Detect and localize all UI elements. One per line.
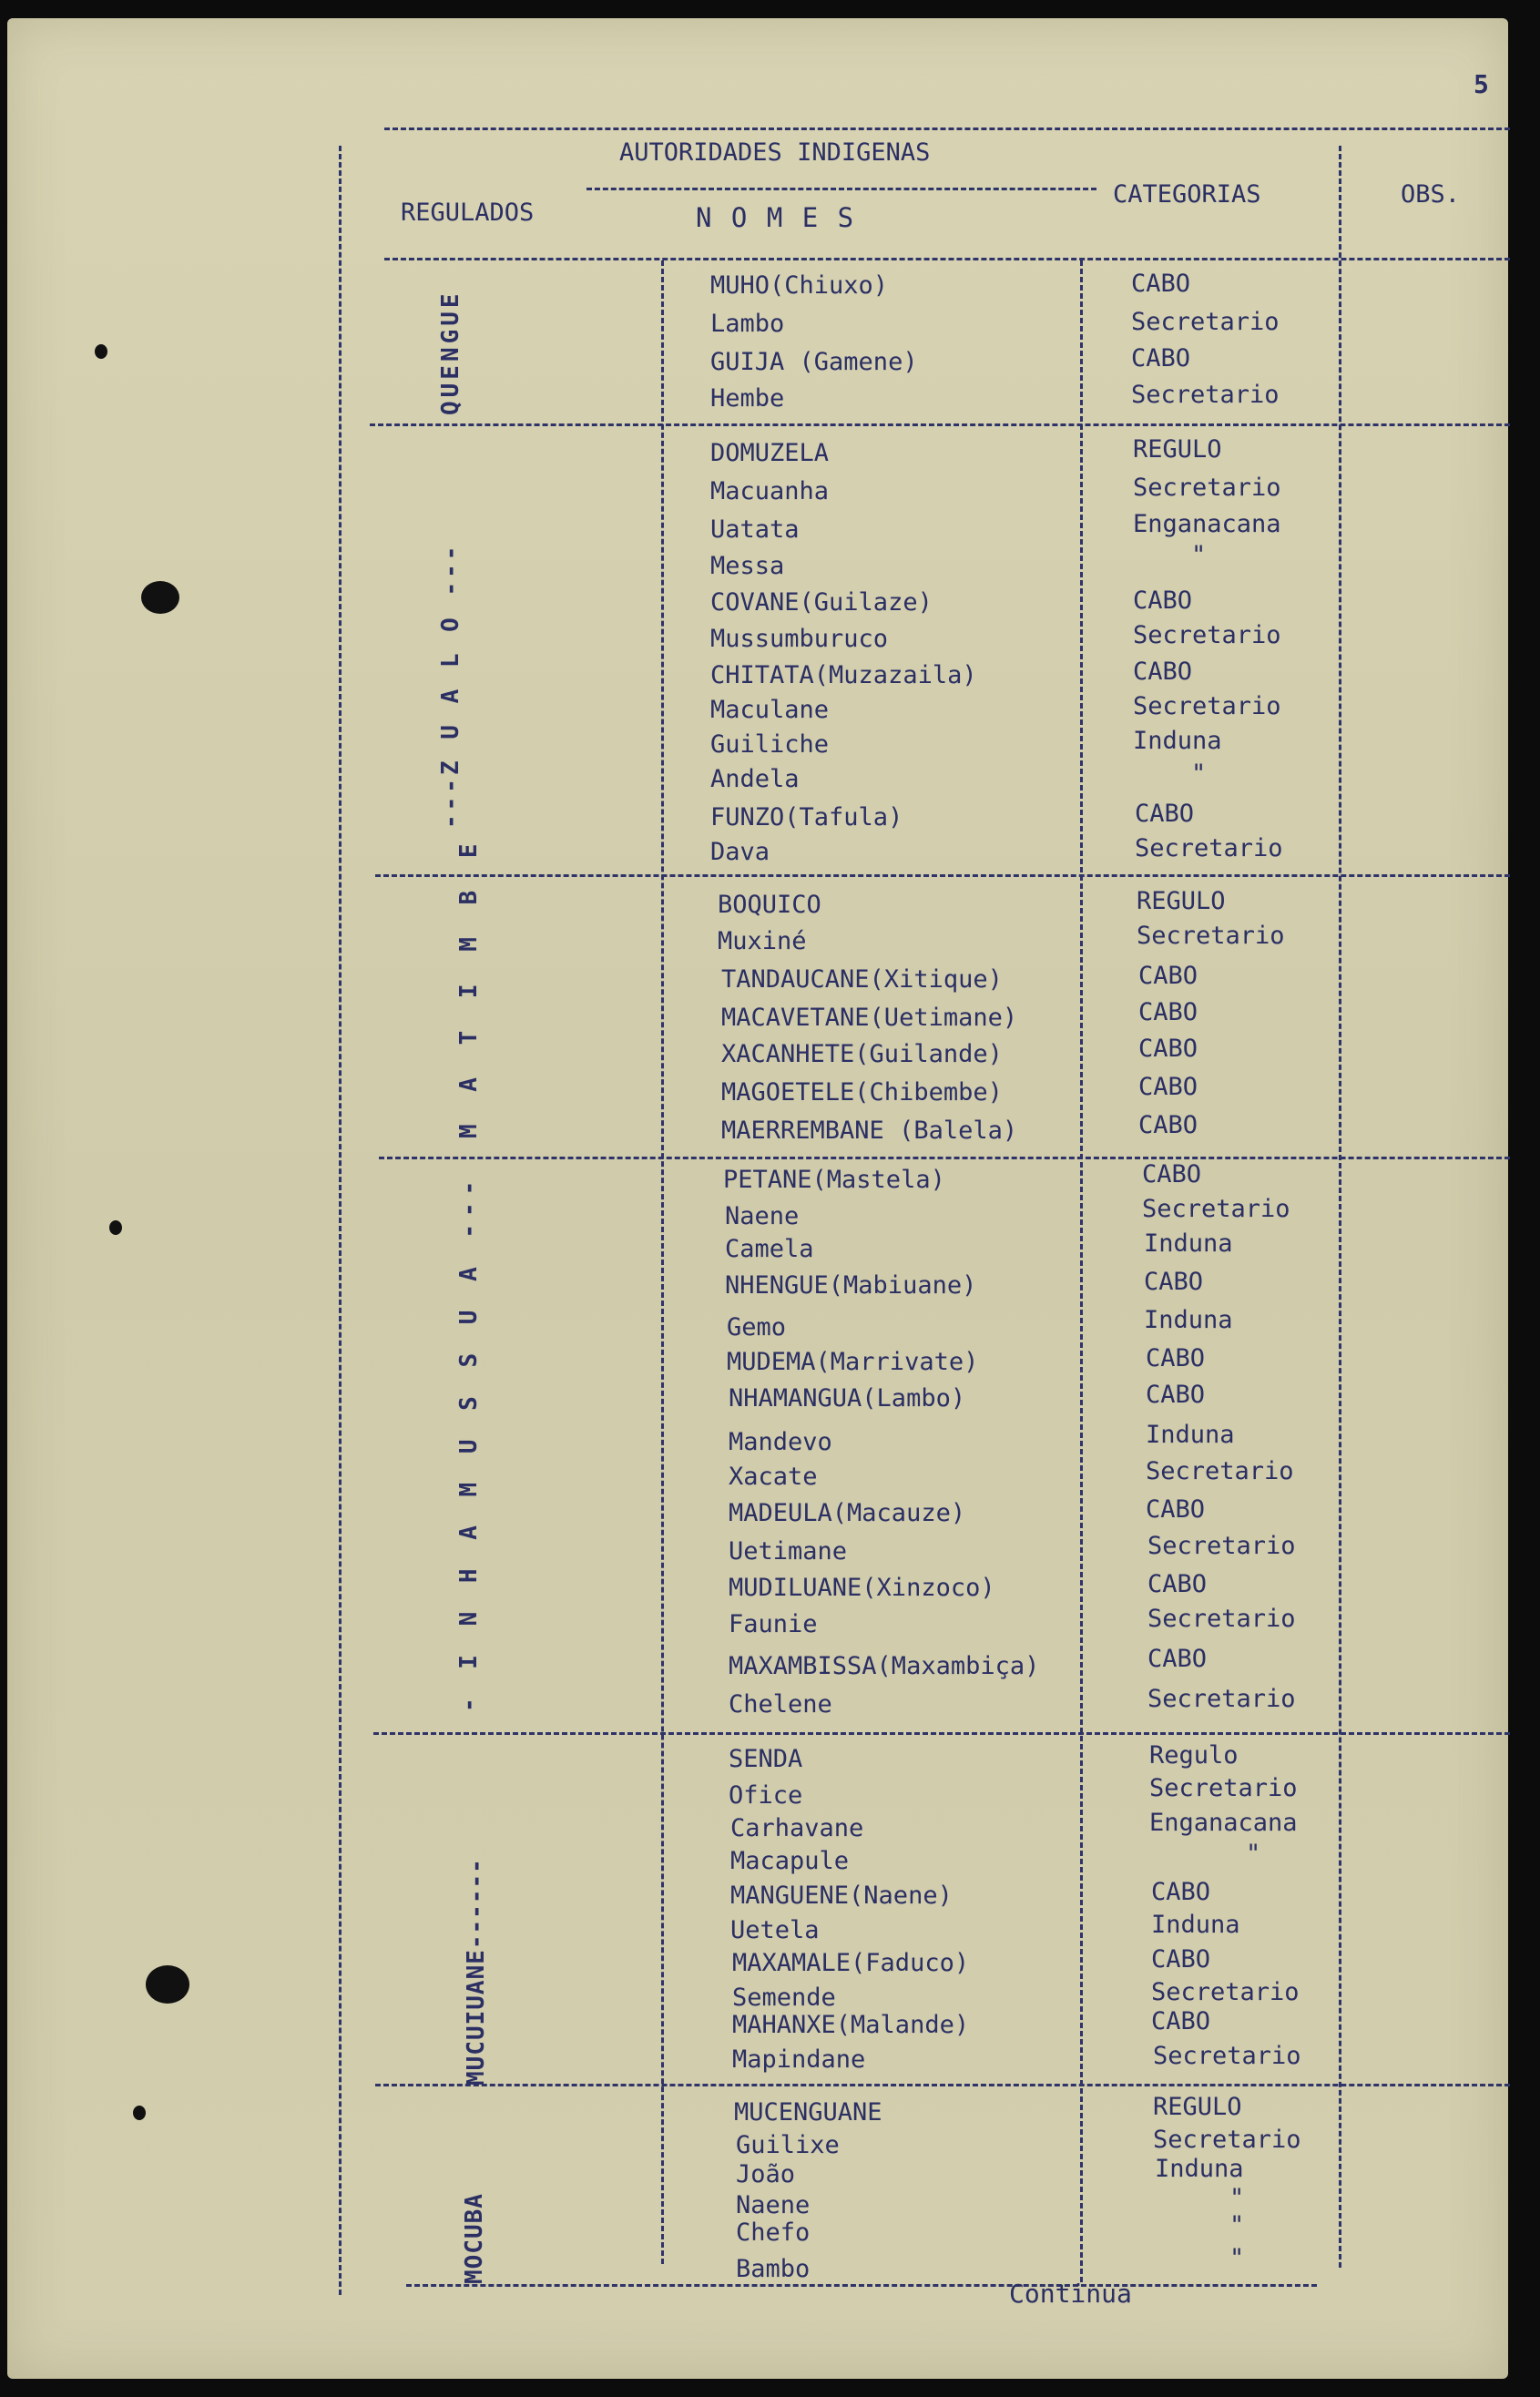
authority-category: Secretario (1147, 1685, 1296, 1713)
regulado-label: MUCUIUANE------ (463, 1858, 490, 2086)
authority-category: Secretario (1131, 308, 1280, 336)
authority-name: Mandevo (729, 1428, 832, 1456)
authority-name: João (736, 2160, 796, 2188)
regulado-label: M A T I M B E (455, 834, 483, 1138)
authority-name: Guilixe (736, 2131, 840, 2159)
authority-name: FUNZO(Tafula) (710, 803, 903, 831)
authority-name: Carhavane (730, 1814, 864, 1842)
header-regulados: REGULADOS (401, 199, 535, 227)
authority-name: Naene (725, 1202, 800, 1230)
punch-hole (146, 1965, 189, 2004)
authority-category: Secretario (1131, 381, 1280, 409)
authority-name: NHENGUE(Mabiuane) (725, 1271, 977, 1300)
authority-name: MAGOETELE(Chibembe) (721, 1078, 1003, 1107)
authority-name: MAXAMBISSA(Maxambiça) (729, 1652, 1040, 1680)
categories-divider (1080, 260, 1083, 2282)
authority-name: MAHANXE(Malande) (732, 2011, 970, 2039)
authority-name: MACAVETANE(Uetimane) (721, 1004, 1018, 1032)
authority-name: MAXAMALE(Faduco) (732, 1949, 970, 1977)
authority-name: SENDA (729, 1745, 803, 1773)
authority-category: CABO (1131, 270, 1191, 298)
header-autoridades: AUTORIDADES INDIGENAS (619, 138, 931, 167)
header-categorias: CATEGORIAS (1113, 180, 1261, 209)
authority-category: REGULO (1137, 887, 1226, 915)
authority-name: MUCENGUANE (734, 2098, 882, 2127)
authority-category: Enganacana (1133, 510, 1281, 538)
authority-name: Guiliche (710, 730, 830, 759)
obs-divider (1339, 146, 1341, 2268)
punch-hole (133, 2106, 146, 2120)
punch-hole (141, 581, 179, 614)
authority-category: " (1229, 2184, 1245, 2212)
authority-name: Messa (710, 552, 785, 580)
authority-name: Bambo (736, 2255, 811, 2283)
authority-name: BOQUICO (718, 891, 821, 919)
authority-category: Secretario (1137, 922, 1285, 950)
authority-category: CABO (1135, 800, 1195, 828)
authority-category: " (1191, 541, 1207, 569)
authority-category: CABO (1151, 1878, 1211, 1906)
authority-category: Induna (1144, 1229, 1233, 1258)
authority-category: Secretario (1133, 692, 1281, 720)
authority-category: " (1229, 2244, 1245, 2272)
authority-category: CABO (1142, 1160, 1202, 1188)
authority-category: Secretario (1142, 1195, 1290, 1223)
page-number: 5 (1474, 69, 1489, 99)
authority-name: TANDAUCANE(Xitique) (721, 965, 1003, 994)
authority-category: Induna (1133, 727, 1222, 755)
authority-category: Induna (1146, 1421, 1235, 1449)
section-separator (370, 423, 1510, 426)
authority-name: Macuanha (710, 477, 830, 505)
section-separator (379, 1157, 1510, 1159)
authority-category: Secretario (1133, 474, 1281, 502)
authority-category: CABO (1138, 962, 1198, 990)
authority-name: Mussumburuco (710, 625, 889, 653)
authority-category: CABO (1131, 344, 1191, 372)
authority-category: CABO (1151, 2007, 1211, 2035)
authority-name: CHITATA(Muzazaila) (710, 661, 977, 689)
authority-category: CABO (1146, 1495, 1206, 1524)
authority-name: XACANHETE(Guilande) (721, 1040, 1003, 1068)
authority-category: Regulo (1149, 1741, 1239, 1770)
authority-name: Gemo (727, 1313, 787, 1341)
authority-category: CABO (1147, 1645, 1208, 1673)
authority-name: Ofice (729, 1781, 803, 1810)
authority-category: Enganacana (1149, 1809, 1298, 1837)
authority-category: Secretario (1147, 1605, 1296, 1633)
authority-category: CABO (1146, 1344, 1206, 1372)
authority-category: Secretario (1133, 621, 1281, 649)
authority-category: CABO (1138, 998, 1198, 1026)
authority-name: Chefo (736, 2218, 811, 2247)
authority-name: Semende (732, 1984, 836, 2012)
authority-name: Uatata (710, 515, 800, 544)
authority-category: Secretario (1147, 1532, 1296, 1560)
authority-category: CABO (1147, 1570, 1208, 1598)
authority-name: MUDEMA(Marrivate) (727, 1348, 979, 1376)
authority-name: Macapule (730, 1847, 850, 1875)
authority-category: CABO (1138, 1111, 1198, 1139)
top-rule (384, 128, 1510, 130)
authority-name: Naene (736, 2191, 811, 2219)
section-separator (373, 1732, 1510, 1735)
authority-category: Induna (1151, 1911, 1240, 1939)
punch-hole (109, 1220, 122, 1235)
authority-category: " (1246, 1840, 1261, 1868)
left-border (339, 146, 342, 2295)
authority-category: CABO (1138, 1035, 1198, 1063)
regulado-label: ---Z U A L O --- (437, 542, 464, 829)
punch-hole (95, 344, 107, 359)
authority-name: Xacate (729, 1463, 818, 1491)
authority-category: " (1229, 2211, 1245, 2239)
header-obs: OBS. (1401, 180, 1461, 209)
authority-category: Secretario (1135, 834, 1283, 862)
authority-name: NHAMANGUA(Lambo) (729, 1384, 966, 1413)
authority-category: CABO (1138, 1073, 1198, 1101)
authority-category: Induna (1155, 2155, 1244, 2183)
authority-name: Hembe (710, 384, 785, 413)
continua-note: Continua (1009, 2279, 1132, 2309)
regulado-label: QUENGUE (437, 290, 464, 415)
authority-category: " (1191, 760, 1207, 788)
authority-category: CABO (1151, 1945, 1211, 1974)
section-separator (375, 2084, 1510, 2086)
header-mid-rule (586, 188, 1096, 190)
authority-category: Secretario (1153, 2126, 1301, 2154)
authority-category: CABO (1133, 586, 1193, 615)
authority-name: Camela (725, 1235, 814, 1263)
authority-name: Faunie (729, 1610, 818, 1638)
authority-name: Uetela (730, 1916, 820, 1944)
authority-name: PETANE(Mastela) (723, 1166, 945, 1194)
authority-name: Lambo (710, 310, 785, 338)
authority-name: Mapindane (732, 2045, 866, 2074)
authority-category: CABO (1146, 1381, 1206, 1409)
authority-category: REGULO (1133, 435, 1222, 464)
authority-name: Dava (710, 838, 770, 866)
names-divider (661, 260, 664, 2264)
regulado-label: - I N H A M U S S U A --- (455, 1173, 483, 1712)
authority-category: Secretario (1151, 1978, 1300, 2006)
header-nomes: N O M E S (696, 202, 856, 233)
bottom-rule (406, 2284, 1317, 2287)
authority-name: MUDILUANE(Xinzoco) (729, 1574, 995, 1602)
authority-category: Secretario (1149, 1774, 1298, 1802)
authority-category: REGULO (1153, 2093, 1242, 2121)
authority-name: Andela (710, 765, 800, 793)
authority-category: Secretario (1146, 1457, 1294, 1485)
regulado-label: MOCUBA (461, 2193, 488, 2284)
authority-name: DOMUZELA (710, 439, 830, 467)
authority-name: MAERREMBANE (Balela) (721, 1117, 1018, 1145)
authority-name: Maculane (710, 696, 830, 724)
authority-category: CABO (1144, 1268, 1204, 1296)
section-separator (375, 874, 1510, 877)
authority-category: Secretario (1153, 2042, 1301, 2070)
authority-name: GUIJA (Gamene) (710, 348, 918, 376)
authority-name: MADEULA(Macauze) (729, 1499, 966, 1527)
authority-name: MUHO(Chiuxo) (710, 271, 889, 300)
authority-name: Muxiné (718, 927, 807, 955)
authority-name: Uetimane (729, 1537, 848, 1566)
authority-name: MANGUENE(Naene) (730, 1882, 953, 1910)
authority-category: CABO (1133, 658, 1193, 686)
authority-name: Chelene (729, 1690, 832, 1719)
authority-category: Induna (1144, 1306, 1233, 1334)
authority-name: COVANE(Guilaze) (710, 588, 933, 617)
